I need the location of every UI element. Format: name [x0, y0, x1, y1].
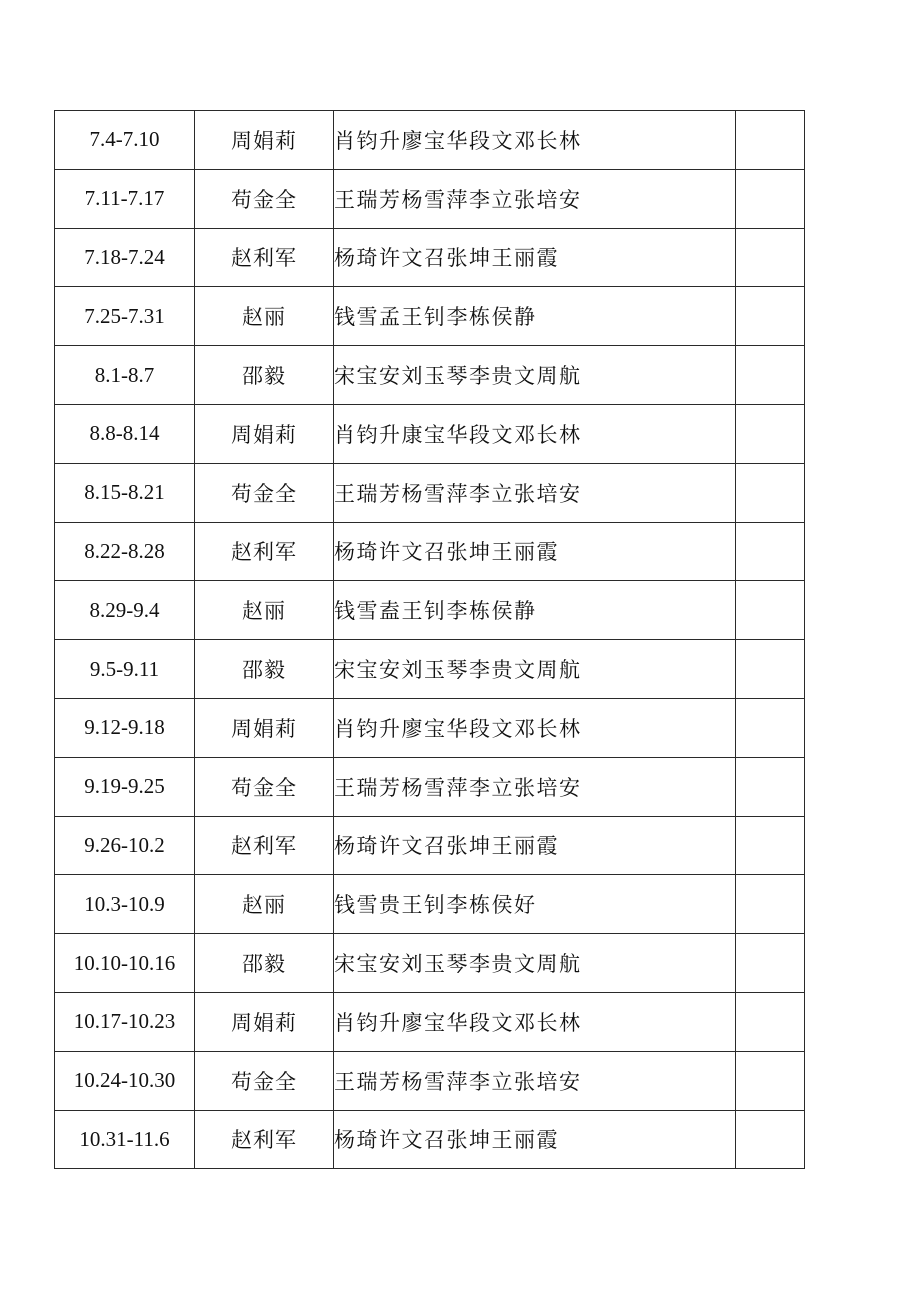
- members-cell: 王瑞芳杨雪萍李立张培安: [334, 463, 736, 522]
- date-range-cell: 9.5-9.11: [55, 640, 195, 699]
- note-cell: [736, 581, 805, 640]
- members-cell: 宋宝安刘玉琴李贵文周航: [334, 934, 736, 993]
- members-cell: 王瑞芳杨雪萍李立张培安: [334, 169, 736, 228]
- leader-cell: 苟金全: [195, 1051, 334, 1110]
- table-row: [55, 287, 805, 346]
- members-cell: 杨琦许文召张坤王丽霞: [334, 228, 736, 287]
- leader-cell: 赵利军: [195, 522, 334, 581]
- date-range-cell: 10.24-10.30: [55, 1051, 195, 1110]
- members-cell: 宋宝安刘玉琴李贵文周航: [334, 640, 736, 699]
- table-row: [55, 111, 805, 170]
- members-cell: 王瑞芳杨雪萍李立张培安: [334, 1051, 736, 1110]
- date-range-cell: 8.15-8.21: [55, 463, 195, 522]
- leader-cell: 赵利军: [195, 228, 334, 287]
- table-row: [55, 404, 805, 463]
- note-cell: [736, 169, 805, 228]
- note-cell: [736, 698, 805, 757]
- members-cell: 肖钧升廖宝华段文邓长林: [334, 111, 736, 170]
- date-range-cell: 7.25-7.31: [55, 287, 195, 346]
- date-range-cell: 8.22-8.28: [55, 522, 195, 581]
- members-cell: 钱雪贵王钊李栋侯好: [334, 875, 736, 934]
- members-cell: 肖钧升廖宝华段文邓长林: [334, 992, 736, 1051]
- note-cell: [736, 346, 805, 405]
- leader-cell: 邵毅: [195, 640, 334, 699]
- table-row: [55, 992, 805, 1051]
- date-range-cell: 10.10-10.16: [55, 934, 195, 993]
- table-row: [55, 463, 805, 522]
- date-range-cell: 8.29-9.4: [55, 581, 195, 640]
- leader-cell: 赵利军: [195, 816, 334, 875]
- leader-cell: 赵丽: [195, 287, 334, 346]
- leader-cell: 邵毅: [195, 346, 334, 405]
- date-range-cell: 8.1-8.7: [55, 346, 195, 405]
- table-row: [55, 522, 805, 581]
- note-cell: [736, 287, 805, 346]
- date-range-cell: 10.17-10.23: [55, 992, 195, 1051]
- table-row: [55, 346, 805, 405]
- date-range-cell: 7.18-7.24: [55, 228, 195, 287]
- note-cell: [736, 992, 805, 1051]
- members-cell: 杨琦许文召张坤王丽霞: [334, 816, 736, 875]
- date-range-cell: 10.31-11.6: [55, 1110, 195, 1169]
- leader-cell: 周娟莉: [195, 111, 334, 170]
- date-range-cell: 9.26-10.2: [55, 816, 195, 875]
- note-cell: [736, 1051, 805, 1110]
- note-cell: [736, 875, 805, 934]
- members-cell: 杨琦许文召张坤王丽霞: [334, 1110, 736, 1169]
- table-row: [55, 698, 805, 757]
- table-row: [55, 169, 805, 228]
- leader-cell: 苟金全: [195, 169, 334, 228]
- note-cell: [736, 1110, 805, 1169]
- members-cell: 王瑞芳杨雪萍李立张培安: [334, 757, 736, 816]
- note-cell: [736, 522, 805, 581]
- table-row: [55, 757, 805, 816]
- date-range-cell: 9.19-9.25: [55, 757, 195, 816]
- leader-cell: 周娟莉: [195, 698, 334, 757]
- table-row: [55, 228, 805, 287]
- leader-cell: 苟金全: [195, 757, 334, 816]
- leader-cell: 赵丽: [195, 875, 334, 934]
- leader-cell: 苟金全: [195, 463, 334, 522]
- date-range-cell: 7.4-7.10: [55, 111, 195, 170]
- members-cell: 宋宝安刘玉琴李贵文周航: [334, 346, 736, 405]
- note-cell: [736, 640, 805, 699]
- leader-cell: 周娟莉: [195, 992, 334, 1051]
- members-cell: 肖钧升廖宝华段文邓长林: [334, 698, 736, 757]
- table-row: [55, 1110, 805, 1169]
- members-cell: 杨琦许文召张坤王丽霞: [334, 522, 736, 581]
- leader-cell: 邵毅: [195, 934, 334, 993]
- table-row: [55, 581, 805, 640]
- note-cell: [736, 934, 805, 993]
- members-cell: 肖钧升康宝华段文邓长林: [334, 404, 736, 463]
- leader-cell: 周娟莉: [195, 404, 334, 463]
- date-range-cell: 7.11-7.17: [55, 169, 195, 228]
- table-row: [55, 640, 805, 699]
- note-cell: [736, 463, 805, 522]
- note-cell: [736, 111, 805, 170]
- table-row: [55, 875, 805, 934]
- date-range-cell: 9.12-9.18: [55, 698, 195, 757]
- date-range-cell: 8.8-8.14: [55, 404, 195, 463]
- date-range-cell: 10.3-10.9: [55, 875, 195, 934]
- table-row: [55, 934, 805, 993]
- members-cell: 钱雪孟王钊李栋侯静: [334, 287, 736, 346]
- roster-body: [55, 111, 805, 1169]
- note-cell: [736, 228, 805, 287]
- note-cell: [736, 816, 805, 875]
- table-row: [55, 816, 805, 875]
- leader-cell: 赵利军: [195, 1110, 334, 1169]
- table-row: [55, 1051, 805, 1110]
- members-cell: 钱雪盍王钊李栋侯静: [334, 581, 736, 640]
- note-cell: [736, 757, 805, 816]
- leader-cell: 赵丽: [195, 581, 334, 640]
- duty-roster-table: [54, 110, 805, 1169]
- note-cell: [736, 404, 805, 463]
